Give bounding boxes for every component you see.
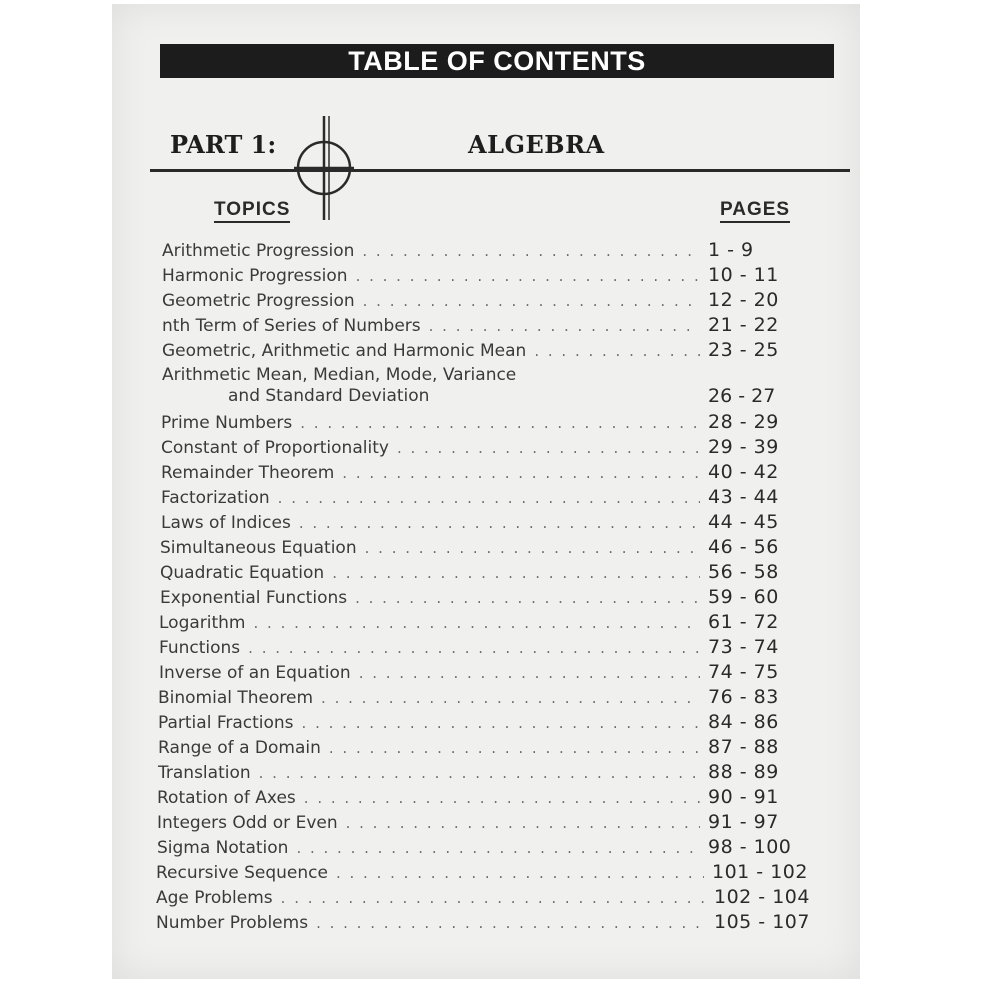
topic-title: Prime Numbers xyxy=(161,413,293,433)
topic-title: Inverse of an Equation xyxy=(159,663,351,683)
topic-title: Remainder Theorem xyxy=(161,463,335,483)
page-range: 26 - 27 xyxy=(708,385,776,407)
topic-title: Geometric, Arithmetic and Harmonic Mean xyxy=(162,341,527,361)
dot-leader xyxy=(365,539,700,557)
list-item xyxy=(159,636,806,658)
dot-leader xyxy=(363,292,700,310)
dot-leader xyxy=(300,414,700,432)
topic-title: Range of a Domain xyxy=(158,738,321,758)
list-item xyxy=(158,686,806,708)
page-range: 46 - 56 xyxy=(708,536,779,558)
page-range: 90 - 91 xyxy=(708,786,779,808)
page-range: 98 - 100 xyxy=(708,836,792,858)
dot-leader xyxy=(281,889,706,907)
topic-title: Binomial Theorem xyxy=(158,688,314,708)
dot-leader xyxy=(397,439,700,457)
list-item xyxy=(161,411,806,433)
topic-title: Geometric Progression xyxy=(162,291,355,311)
list-item xyxy=(156,911,812,933)
dot-leader xyxy=(299,514,700,532)
list-item xyxy=(156,886,812,908)
list-item xyxy=(157,786,806,808)
dot-leader xyxy=(534,342,700,360)
list-item xyxy=(162,339,806,361)
page-range: 43 - 44 xyxy=(708,486,779,508)
page-range: 91 - 97 xyxy=(708,811,779,833)
dot-leader xyxy=(254,614,701,632)
dot-leader xyxy=(248,639,700,657)
page-range: 12 - 20 xyxy=(708,289,779,311)
topic-title: Functions xyxy=(159,638,241,658)
page-range: 88 - 89 xyxy=(708,761,779,783)
list-item xyxy=(162,365,812,411)
dot-leader xyxy=(278,489,700,507)
topic-title: Arithmetic Mean, Median, Mode, Variance xyxy=(162,365,517,385)
dot-leader xyxy=(302,714,700,732)
page-range: 101 - 102 xyxy=(712,861,808,883)
page-range: 73 - 74 xyxy=(708,636,779,658)
topic-title: Constant of Proportionality xyxy=(161,438,389,458)
list-item xyxy=(158,711,806,733)
topic-title: Simultaneous Equation xyxy=(160,538,357,558)
dot-leader xyxy=(342,464,700,482)
list-item xyxy=(162,314,806,336)
page-range: 40 - 42 xyxy=(708,461,779,483)
part-name: ALGEBRA xyxy=(468,130,605,159)
part-label: PART 1: xyxy=(170,130,277,159)
topic-title: Exponential Functions xyxy=(160,588,348,608)
topic-title: Rotation of Axes xyxy=(157,788,296,808)
topic-title: Translation xyxy=(158,763,251,783)
page-range: 56 - 58 xyxy=(708,561,779,583)
topic-title: Factorization xyxy=(161,488,270,508)
page-range: 76 - 83 xyxy=(708,686,779,708)
page-range: 21 - 22 xyxy=(708,314,779,336)
page-range: 84 - 86 xyxy=(708,711,779,733)
list-item xyxy=(159,611,806,633)
page-range: 102 - 104 xyxy=(714,886,810,908)
page-range: 1 - 9 xyxy=(708,239,754,261)
list-item xyxy=(162,264,806,286)
dot-leader xyxy=(316,914,706,932)
page-range: 29 - 39 xyxy=(708,436,779,458)
list-item xyxy=(158,736,806,758)
list-item xyxy=(157,836,806,858)
list-item xyxy=(159,661,806,683)
topic-title: Number Problems xyxy=(156,913,309,933)
topic-title: Quadratic Equation xyxy=(160,563,325,583)
dot-leader xyxy=(362,242,700,260)
list-item xyxy=(160,586,806,608)
topic-title: Partial Fractions xyxy=(158,713,294,733)
list-item xyxy=(160,561,806,583)
list-item xyxy=(158,761,806,783)
dot-leader xyxy=(259,764,700,782)
page-title: TABLE OF CONTENTS xyxy=(160,44,834,78)
page-range: 74 - 75 xyxy=(708,661,779,683)
page-range: 23 - 25 xyxy=(708,339,779,361)
dot-leader xyxy=(359,664,700,682)
topic-title: Sigma Notation xyxy=(157,838,289,858)
dot-leader xyxy=(304,789,700,807)
topic-title: Arithmetic Progression xyxy=(162,241,355,261)
page-range: 61 - 72 xyxy=(708,611,779,633)
page-range: 59 - 60 xyxy=(708,586,779,608)
list-item xyxy=(161,511,806,533)
dot-leader xyxy=(429,317,700,335)
list-item xyxy=(157,811,806,833)
topic-title: Harmonic Progression xyxy=(162,266,348,286)
topic-title-continued: and Standard Deviation xyxy=(228,386,430,406)
list-item xyxy=(161,486,806,508)
list-item xyxy=(156,861,810,883)
list-item xyxy=(162,239,806,261)
dot-leader xyxy=(356,267,700,285)
dot-leader xyxy=(336,864,704,882)
dot-leader xyxy=(332,564,700,582)
list-item xyxy=(161,436,806,458)
page-range: 105 - 107 xyxy=(714,911,810,933)
dot-leader xyxy=(355,589,700,607)
topic-title: nth Term of Series of Numbers xyxy=(162,316,421,336)
topic-title: Integers Odd or Even xyxy=(157,813,338,833)
list-item xyxy=(161,461,806,483)
dot-leader xyxy=(346,814,700,832)
dot-leader xyxy=(329,739,700,757)
page-range: 10 - 11 xyxy=(708,264,779,286)
page-range: 44 - 45 xyxy=(708,511,779,533)
list-item xyxy=(162,289,806,311)
list-item xyxy=(160,536,806,558)
page-range: 28 - 29 xyxy=(708,411,779,433)
page-range: 87 - 88 xyxy=(708,736,779,758)
topics-header-label: TOPICS xyxy=(214,199,290,223)
topic-title: Age Problems xyxy=(156,888,273,908)
dot-leader xyxy=(321,689,700,707)
topic-title: Recursive Sequence xyxy=(156,863,328,883)
dot-leader xyxy=(296,839,700,857)
pages-header-label: PAGES xyxy=(720,199,790,223)
topic-title: Logarithm xyxy=(159,613,246,633)
topic-title: Laws of Indices xyxy=(161,513,291,533)
